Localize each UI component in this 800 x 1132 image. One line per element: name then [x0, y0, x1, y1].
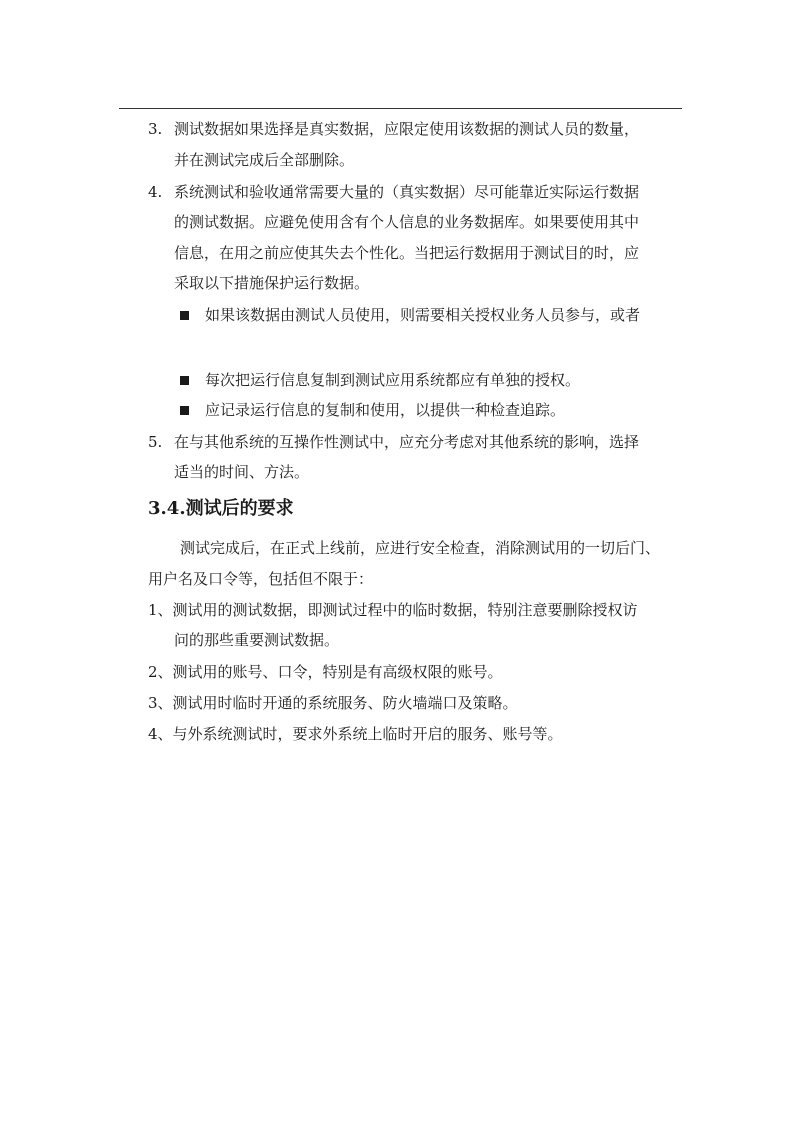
bullet-text: 每次把运行信息复制到测试应用系统都应有单独的授权。 [205, 371, 581, 389]
section-item-line: 4、与外系统测试时，要求外系统上临时开启的服务、账号等。 [148, 725, 563, 743]
item-line: 并在测试完成后全部删除。 [174, 151, 355, 169]
item-number: 4. [148, 183, 163, 201]
section-item-line: 2、测试用的账号、口令，特别是有高级权限的账号。 [148, 663, 503, 681]
item-number: 3. [148, 120, 163, 138]
bullet-text: 如果该数据由测试人员使用，则需要相关授权业务人员参与，或者 [205, 306, 641, 324]
bullet-text: 应记录运行信息的复制和使用，以提供一种检查追踪。 [205, 401, 566, 419]
section-item-line: 问的那些重要测试数据。 [174, 631, 340, 649]
item-line: 适当的时间、方法。 [174, 463, 310, 481]
square-bullet-icon [180, 376, 189, 385]
square-bullet-icon [180, 311, 189, 320]
section-heading: 3.4.测试后的要求 [148, 498, 294, 519]
item-line: 的测试数据。应避免使用含有个人信息的业务数据库。如果要使用其中 [174, 213, 640, 231]
item-line: 采取以下措施保护运行数据。 [174, 274, 370, 292]
item-line: 测试数据如果选择是真实数据，应限定使用该数据的测试人员的数量， [174, 120, 640, 138]
intro-line: 用户名及口令等，包括但不限于： [148, 570, 374, 588]
section-item-line: 3、测试用时临时开通的系统服务、防火墙端口及策略。 [148, 694, 518, 712]
item-line: 信息，在用之前应使其失去个性化。当把运行数据用于测试目的时，应 [174, 244, 640, 262]
section-item-line: 1、测试用的测试数据，即测试过程中的临时数据，特别注意要删除授权访 [148, 601, 638, 619]
square-bullet-icon [180, 406, 189, 415]
item-number: 5. [148, 433, 163, 451]
intro-line: 测试完成后，在正式上线前，应进行安全检查，消除测试用的一切后门、 [180, 539, 661, 557]
item-line: 在与其他系统的互操作性测试中，应充分考虑对其他系统的影响，选择 [174, 433, 640, 451]
item-line: 系统测试和验收通常需要大量的（真实数据）尽可能靠近实际运行数据 [174, 183, 640, 201]
header-rule [119, 108, 682, 109]
